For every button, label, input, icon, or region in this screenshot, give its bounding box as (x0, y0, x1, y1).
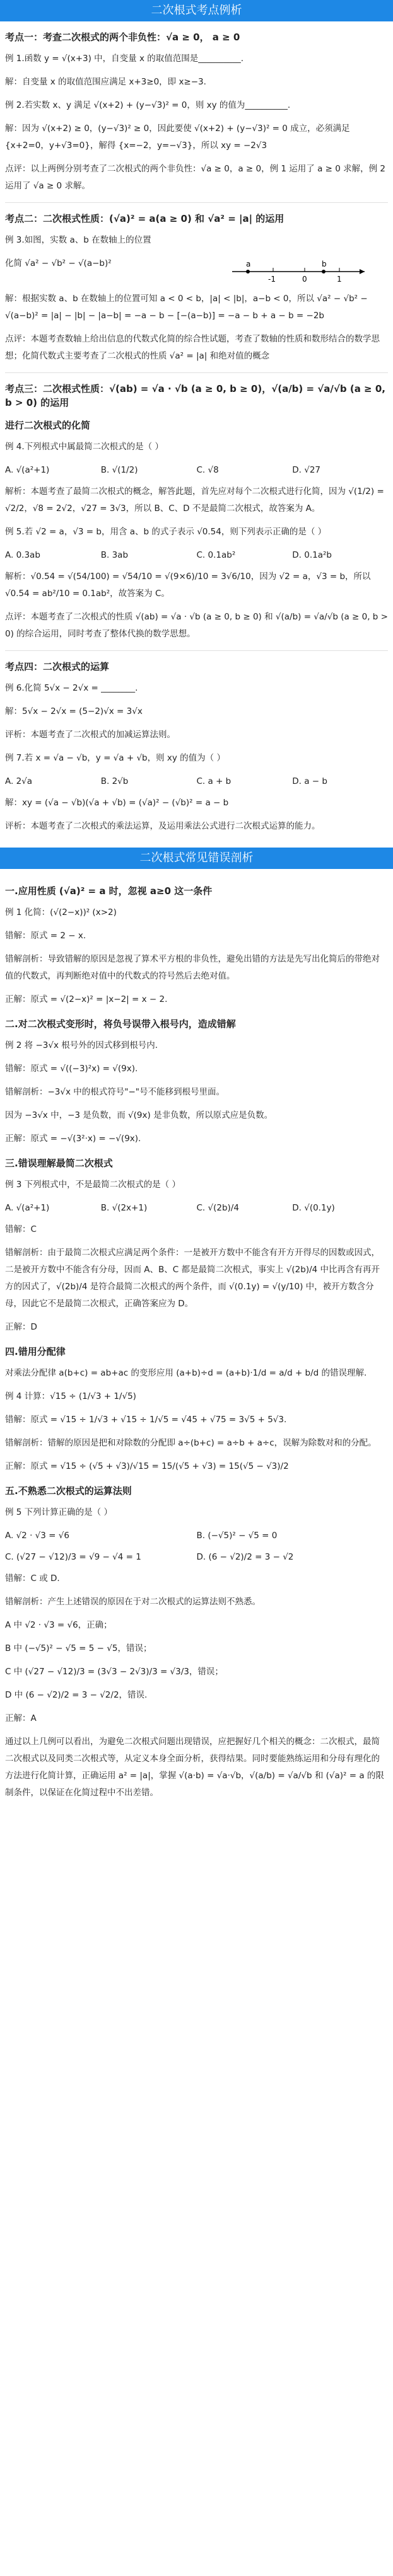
comment-7: 评析：本题考查了二次根式的乘法运算，及运用乘法公式进行二次根式运算的能力。 (5, 821, 320, 831)
option-d: D. √27 (292, 465, 321, 475)
option-a: A. √2 · √3 = √6 (5, 1531, 69, 1541)
example-4: 例 4.下列根式中属最简二次根式的是（ ） (5, 442, 163, 452)
title-part2: 二次根式常见错误剖析 (0, 848, 393, 869)
example-7: 例 7.若 x = √a − √b，y = √a + √b，则 xy 的值为（ ） (5, 753, 225, 763)
example-1: 例 1.函数 y = √(x+3) 中，自变量 x 的取值范围是__________. (5, 54, 244, 64)
nl-label-neg1: -1 (268, 275, 276, 284)
error-heading-2: 二.对二次根式变形时，将负号误带入根号内，造成错解 (5, 1018, 236, 1030)
options-4 (5, 462, 388, 478)
kaodian-3-cont: 进行二次根式的化简 (5, 420, 91, 431)
analysis-5b: 错解剖析：产生上述错误的原因在于对二次根式的运算法则不熟悉。 (5, 1597, 261, 1607)
error-example-3: 例 3 下列根式中，不是最简二次根式的是（ ） (5, 1180, 180, 1190)
error-example-5: 例 5 下列计算正确的是（ ） (5, 1507, 112, 1517)
error-example-2: 例 2 将 −3√x 根号外的因式移到根号内. (5, 1040, 158, 1050)
solution-3: 解：根据实数 a、b 在数轴上的位置可知 a < 0 < b，|a| < |b|，a−b < 0，所以 √a² − √b² − √(a−b)² = |a| − |b| − |a−b| = −a − b − [−(a−b)] = −a − b + a − b = −2b (5, 294, 368, 321)
example-3: 例 3.如图，实数 a、b 在数轴上的位置 (5, 235, 151, 245)
solution-1: 解：自变量 x 的取值范围应满足 x+3≥0，即 x≥−3. (5, 77, 206, 87)
example-5: 例 5.若 √2 = a，√3 = b，用含 a、b 的式子表示 √0.54，则下列表示正确的是（ ） (5, 527, 327, 537)
nl-label-b: b (322, 260, 327, 268)
comment-2: 点评：本题考查数轴上给出信息的代数式化简的综合性试题，考查了数轴的性质和数形结合的数学思想；化简代数式主要考查了二次根式的性质 √a² = |a| 和绝对值的概念 (5, 334, 380, 361)
error-heading-4: 四.错用分配律 (5, 1346, 66, 1357)
option-b: B. 2√b (100, 776, 129, 786)
comment-1: 点评：以上两例分别考查了二次根式的两个非负性：√a ≥ 0，a ≥ 0，例 1 运用了 a ≥ 0 求解，例 2 运用了 √a ≥ 0 求解。 (5, 164, 386, 191)
option-b: B. √(1/2) (100, 465, 138, 475)
summary: 通过以上几例可以看出，为避免二次根式问题出现错误，应把握好几个相关的概念：二次根式，最简二次根式以及同类二次根式等，从定义本身全面分析，获得结果。同时要能熟练运用和分母有理化的方法进行化简计算，正确运用 a² = |a|，掌握 √(a·b) = √a·√b，√(a/b) = √a/√b 和 (√a)² = a 的限制条件，以保证在化简过程中不出差错。 (5, 1737, 384, 1798)
wrong-solution-4: 错解：原式 = √15 ÷ 1/√3 + √15 ÷ 1/√5 = √45 + √75 = 3√5 + 5√3. (5, 1415, 287, 1425)
kaodian-1: 考点一：考查二次根式的两个非负性：√a ≥ 0， a ≥ 0 (5, 32, 240, 43)
line-b: B 中 (−√5)² − √5 = 5 − √5，错误； (5, 1643, 152, 1653)
correct-solution-4: 正解：原式 = √15 ÷ (√5 + √3)/√15 = 15/(√5 + √3) = 15(√5 − √3)/2 (5, 1461, 289, 1471)
wrong-solution-5: 错解：C 或 D. (5, 1573, 60, 1584)
options-7 (5, 773, 388, 790)
simplify-3: 化简 √a² − √b² − √(a−b)² (5, 258, 112, 268)
kaodian-3: 考点三：二次根式性质：√(ab) = √a · √b (a ≥ 0, b ≥ 0)，√(a/b) = √a/√b (a ≥ 0, b > 0) 的运用 (5, 383, 385, 408)
number-line-figure (229, 260, 368, 288)
kaodian-4: 考点四：二次根式的运算 (5, 661, 110, 672)
comment-6: 评析：本题考查了二次根式的加减运算法则。 (5, 730, 175, 740)
error-example-4: 例 4 计算：√15 ÷ (1/√3 + 1/√5) (5, 1391, 136, 1401)
option-a: A. 0.3ab (5, 550, 40, 560)
analysis-2b: 因为 −3√x 中，−3 是负数，而 √(9x) 是非负数，所以原式应是负数。 (5, 1110, 273, 1120)
error-example-1: 例 1 化简：(√(2−x))² (x>2) (5, 907, 117, 917)
comment-3: 点评：本题考查了二次根式的性质 √(ab) = √a · √b (a ≥ 0, b ≥ 0) 和 √(a/b) = √a/√b (a ≥ 0, b > 0) 的综合运用，同时考查了整体代换的数学思想。 (5, 612, 388, 639)
wrong-solution-1: 错解：原式 = 2 − x. (5, 931, 86, 941)
analysis-4: 解析：本题考查了最简二次根式的概念，解答此题，首先应对每个二次根式进行化简，因为 √(1/2) = √2/2，√8 = 2√2，√27 = 3√3，所以 B、C、D 不是最简二次根式，故答案为 A。 (5, 486, 384, 514)
option-a: A. 2√a (5, 776, 33, 786)
title-part1: 二次根式考点例析 (0, 0, 393, 21)
kaodian-2: 考点二：二次根式性质：(√a)² = a(a ≥ 0) 和 √a² = |a| 的运用 (5, 213, 284, 224)
option-c: C. √8 (196, 465, 219, 475)
option-d: D. a − b (292, 776, 327, 786)
analysis-3: 错解剖析：由于最简二次根式应满足两个条件：一是被开方数中不能含有开方开得尽的因数或因式，二是被开方数中不能含有分母，因而 A、B、C 都是最简二次根式，事实上 √(2b)/4 中比再含有再开方的因式了，√(2b)/4 是符合最简二次根式的两个条件，而 √(0.1y) = √(y/10) 中，被开方数含分母，因此它不是最简二次根式，正确答案应为 D。 (5, 1248, 380, 1309)
correct-solution-1: 正解：原式 = √(2−x)² = |x−2| = x − 2. (5, 994, 168, 1004)
analysis-1: 错解剖析：导致错解的原因是忽视了算术平方根的非负性，避免出错的方法是先写出化简后的带绝对值的代数式，再判断绝对值中的代数式的符号然后去绝对值。 (5, 954, 380, 981)
options-e5a (5, 1527, 388, 1544)
option-d: D. √(0.1y) (292, 1203, 335, 1213)
analysis-5: 解析：√0.54 = √(54/100) = √54/10 = √(9×6)/10 = 3√6/10，因为 √2 = a，√3 = b，所以 √0.54 = ab²/10 = 0.1ab²，故答案为 C。 (5, 572, 371, 599)
line-d: D 中 (6 − √2)/2 = 3 − √2/2，错误. (5, 1690, 148, 1700)
solution-6: 解：5√x − 2√x = (5−2)√x = 3√x (5, 706, 143, 716)
option-c: C. a + b (196, 776, 232, 786)
option-a: A. √(a²+1) (5, 465, 50, 475)
option-b: B. (−√5)² − √5 = 0 (196, 1531, 278, 1541)
example-6: 例 6.化简 5√x − 2√x = ________. (5, 683, 138, 693)
solution-2: 解：因为 √(x+2) ≥ 0，(y−√3)² ≥ 0，因此要使 √(x+2) + (y−√3)² = 0 成立，必须满足 {x+2=0，y+√3=0}，解得 {x=−2，y=−√3}，所以 xy = −2√3 (5, 124, 350, 151)
analysis-2: 错解剖析：−3√x 中的根式符号"−"号不能移到根号里面。 (5, 1087, 225, 1097)
option-d: D. 0.1a²b (292, 550, 332, 560)
options-e3 (5, 1200, 388, 1216)
line-c: C 中 (√27 − √12)/3 = (3√3 − 2√3)/3 = √3/3，错误； (5, 1667, 223, 1677)
nl-label-0: 0 (302, 275, 307, 284)
nl-label-a: a (246, 260, 251, 268)
option-d: D. (6 − √2)/2 = 3 − √2 (196, 1552, 294, 1562)
options-5 (5, 547, 388, 563)
option-b: B. √(2x+1) (100, 1203, 148, 1213)
option-a: A. √(a²+1) (5, 1203, 50, 1213)
divider (5, 372, 388, 373)
error-heading-1: 一.应用性质 (√a)² = a 时，忽视 a≥0 这一条件 (5, 885, 213, 897)
correct-solution-3: 正解：D (5, 1322, 37, 1332)
solution-7: 解：xy = (√a − √b)(√a + √b) = (√a)² − (√b)² = a − b (5, 798, 229, 808)
option-c: C. (√27 − √12)/3 = √9 − √4 = 1 (5, 1552, 141, 1562)
analysis-4b: 错解剖析：错解的原因是把和对除数的分配即 a÷(b+c) = a÷b + a÷c，误解为除数对和的分配。 (5, 1438, 377, 1448)
option-b: B. 3ab (100, 550, 129, 560)
divider (5, 650, 388, 651)
option-c: C. √(2b)/4 (196, 1203, 239, 1213)
divider (5, 202, 388, 203)
example-2: 例 2.若实数 x、y 满足 √(x+2) + (y−√3)² = 0，则 xy 的值为__________. (5, 100, 291, 110)
nl-label-1: 1 (337, 275, 342, 284)
line-a: A 中 √2 · √3 = √6，正确； (5, 1620, 112, 1630)
options-e5b (5, 1549, 388, 1565)
correct-solution-2: 正解：原式 = −√(3²·x) = −√(9x). (5, 1134, 141, 1144)
option-c: C. 0.1ab² (196, 550, 236, 560)
intro-4: 对乘法分配律 a(b+c) = ab+ac 的变形应用 (a+b)÷d = (a+b)·1/d = a/d + b/d 的错误理解. (5, 1368, 367, 1378)
wrong-solution-3: 错解：C (5, 1224, 37, 1234)
correct-solution-5: 正解：A (5, 1713, 37, 1723)
error-heading-5: 五.不熟悉二次根式的运算法则 (5, 1485, 132, 1497)
error-heading-3: 三.错误理解最简二次根式 (5, 1158, 113, 1169)
wrong-solution-2: 错解：原式 = √((−3)²x) = √(9x). (5, 1064, 138, 1074)
